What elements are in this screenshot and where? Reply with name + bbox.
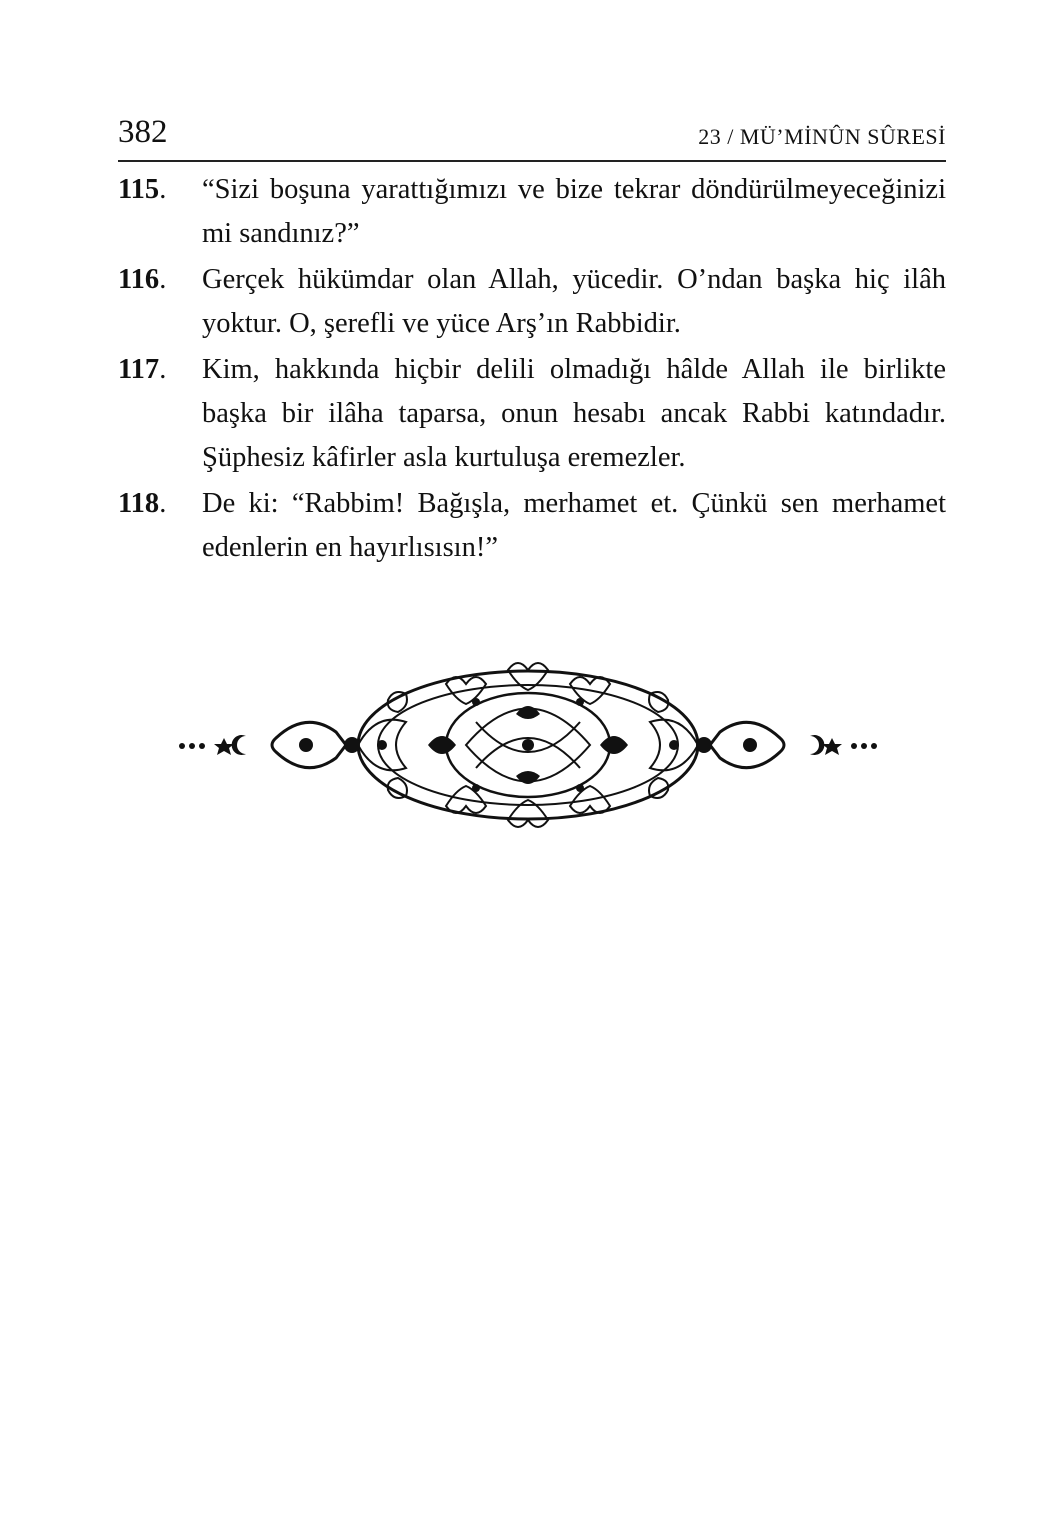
verse-number: 117. bbox=[118, 354, 167, 385]
page-header bbox=[118, 112, 946, 162]
floral-ornament-icon bbox=[176, 652, 880, 838]
verse-118 bbox=[118, 482, 946, 570]
verse-text: “Sizi boşuna yarattığımızı ve bize tekrar döndürülmeyeceğinizi mi sandınız?” bbox=[202, 174, 946, 249]
verse-116 bbox=[118, 258, 946, 346]
page-number: 382 bbox=[118, 114, 168, 150]
verse-text: Gerçek hükümdar olan Allah, yücedir. O’ndan başka hiç ilâh yoktur. O, şerefli ve yüce Arş’ın Rabbidir. bbox=[202, 264, 946, 339]
verse-text: De ki: “Rabbim! Bağışla, merhamet et. Çünkü sen merhamet edenlerin en hayırlısısın!” bbox=[202, 488, 946, 563]
verse-115 bbox=[118, 168, 946, 256]
verse-number: 115. bbox=[118, 174, 167, 205]
verse-text: Kim, hakkında hiçbir delili olmadığı hâlde Allah ile birlikte başka bir ilâha taparsa, onun hesabı ancak Rabbi katındadır. Şüphesiz kâfirler asla kurtuluşa eremezler. bbox=[202, 354, 946, 473]
verse-number: 118. bbox=[118, 488, 167, 519]
running-head: 23 / MÜ’MİNÛN SÛRESİ bbox=[698, 124, 946, 149]
verse-number: 116. bbox=[118, 264, 167, 295]
verse-117 bbox=[118, 348, 946, 480]
verse-list bbox=[118, 168, 946, 572]
